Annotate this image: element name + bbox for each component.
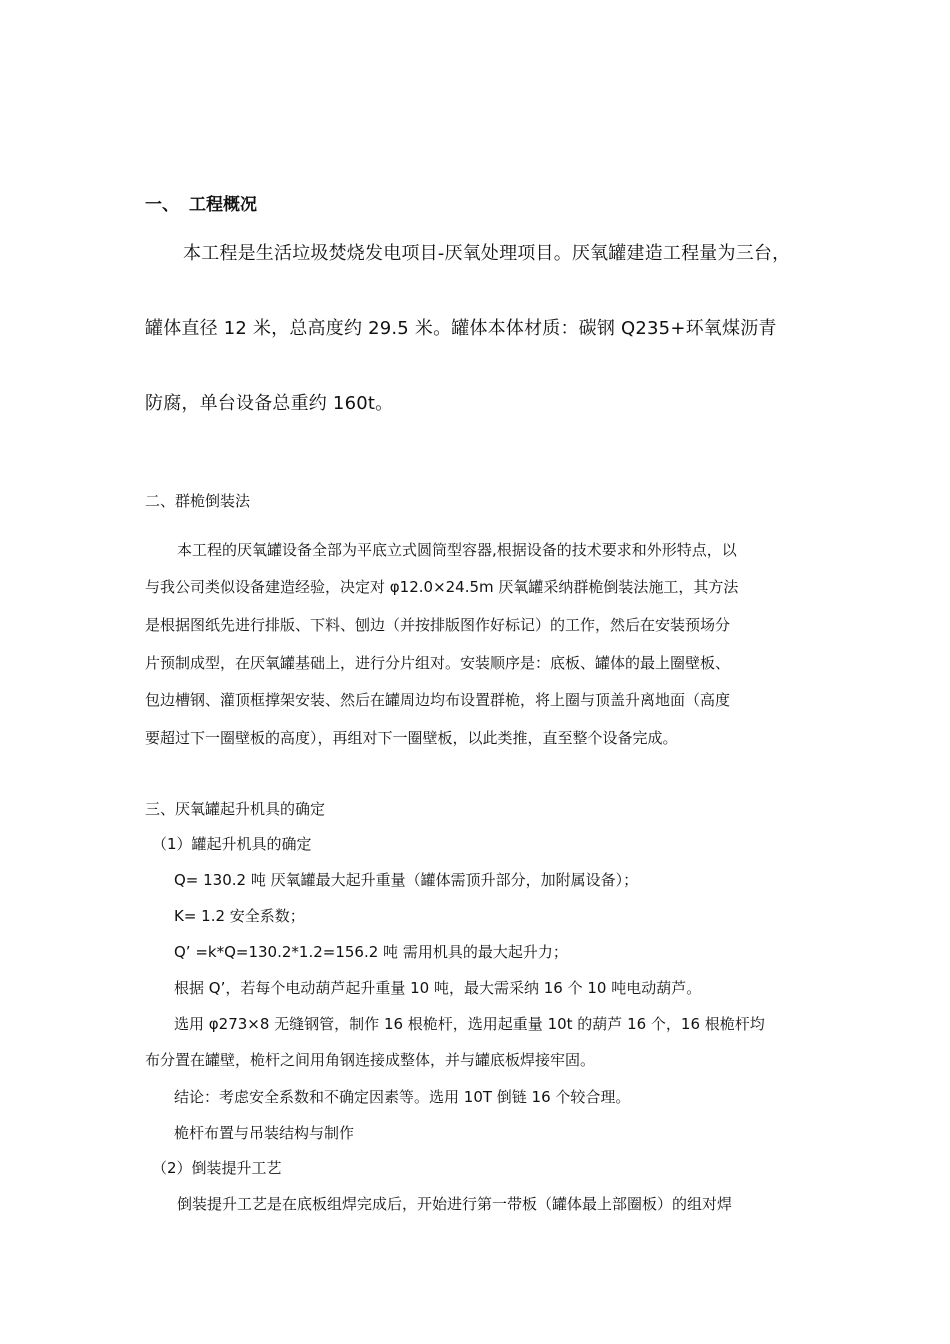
section3-item-5-continued: 布分置在罐壁，桅杆之间用角钢连接成整体，并与罐底板焊接牢固。 (145, 1051, 596, 1069)
section3-subheading-1: （1）罐起升机具的确定 (152, 835, 312, 853)
section2-line-2: 与我公司类似设备建造经验，决定对 φ12.0×24.5m 厌氧罐采纳群桅倒装法施工，其方法 (145, 578, 739, 596)
section1-line-2: 罐体直径 12 米，总高度约 29.5 米。罐体本体材质：碳钢 Q235+环氧煤沥青 (145, 318, 777, 339)
section1-heading (145, 190, 257, 215)
section3-item-2: K= 1.2 安全系数； (174, 907, 305, 925)
section2-line-5: 包边槽钢、灌顶框撑架安装、然后在罐周边均布设置群桅，将上圈与顶盖升离地面（高度 (145, 691, 731, 709)
section1-line-1: 本工程是生活垃圾焚烧发电项目-厌氧处理项目。厌氧罐建造工程量为三台， (183, 243, 791, 264)
section1-number: 一、 (145, 195, 179, 215)
section2-line-1: 本工程的厌氧罐设备全部为平底立式圆筒型容器,根据设备的技术要求和外形特点，以 (177, 541, 737, 559)
section2-heading: 二、群桅倒装法 (145, 492, 251, 510)
section3-item-5: 选用 φ273×8 无缝钢管，制作 16 根桅杆，选用起重量 10t 的葫芦 16 个，16 根桅杆均 (174, 1015, 765, 1033)
section3-last-line: 倒装提升工艺是在底板组焊完成后，开始进行第一带板（罐体最上部圈板）的组对焊 (177, 1195, 733, 1213)
section2-line-6: 要超过下一圈壁板的高度），再组对下一圈壁板，以此类推，直至整个设备完成。 (145, 729, 678, 747)
section2-line-3: 是根据图纸先进行排版、下料、刨边（并按排版图作好标记）的工作，然后在安装预场分 (145, 616, 731, 634)
section3-heading: 三、厌氧罐起升机具的确定 (145, 800, 326, 818)
section3-conclusion: 结论：考虑安全系数和不确定因素等。选用 10T 倒链 16 个较合理。 (174, 1088, 631, 1106)
section1-title: 工程概况 (189, 195, 257, 215)
section3-mast-title: 桅杆布置与吊装结构与制作 (174, 1124, 355, 1142)
section3-item-1: Q= 130.2 吨 厌氧罐最大起升重量（罐体需顶升部分，加附属设备）； (174, 871, 639, 889)
section3-item-4: 根据 Q’，若每个电动葫芦起升重量 10 吨，最大需采纳 16 个 10 吨电动葫芦。 (174, 979, 702, 997)
section1-line-3: 防腐，单台设备总重约 160t。 (145, 393, 394, 414)
section3-item-3: Q’ =k*Q=130.2*1.2=156.2 吨 需用机具的最大起升力； (174, 943, 568, 961)
section2-line-4: 片预制成型，在厌氧罐基础上，进行分片组对。安装顺序是：底板、罐体的最上圈壁板、 (145, 654, 731, 672)
section3-subheading-2: （2）倒装提升工艺 (152, 1159, 282, 1177)
